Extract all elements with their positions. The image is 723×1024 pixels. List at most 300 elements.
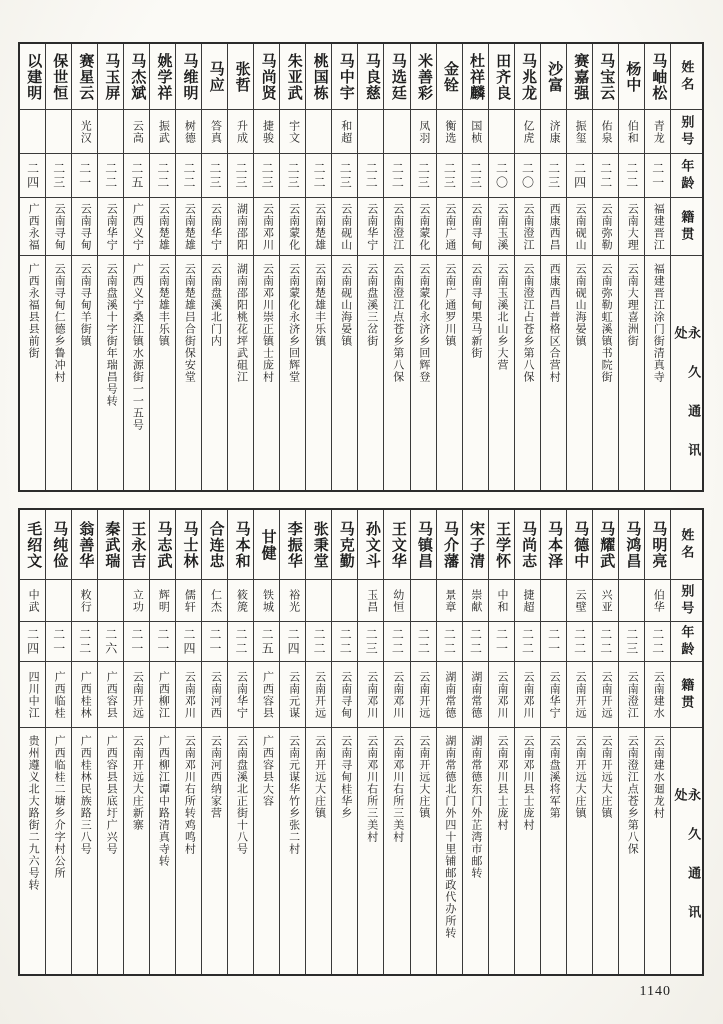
entry-native: 云南华宁 <box>358 198 383 256</box>
entry-native: 云南华宁 <box>541 662 566 728</box>
person-entry-column <box>514 510 540 974</box>
entry-native: 广西义宁 <box>124 198 149 256</box>
entry-alias: 凤羽 <box>411 110 436 154</box>
person-entry-column <box>227 510 253 974</box>
entry-age: 二三 <box>254 154 279 198</box>
entry-name: 翁善华 <box>72 510 97 580</box>
header-age: 年龄 <box>671 622 702 662</box>
entry-address: 云南寻甸羊街镇 <box>79 263 92 347</box>
entry-native: 云南开远 <box>124 662 149 728</box>
entry-address: 广西临桂二塘乡介字村公所 <box>53 735 66 879</box>
entry-age: 二二 <box>515 622 540 662</box>
entry-age: 二三 <box>280 154 305 198</box>
entry-address: 云南广通罗川镇 <box>443 263 456 347</box>
entry-native: 云南邓川 <box>489 662 514 728</box>
entry-name: 赛星云 <box>72 44 97 110</box>
entry-address: 云南寻甸果马新街 <box>469 263 482 359</box>
entry-native: 云南元谋 <box>280 662 305 728</box>
entry-address: 云南邓川右所转鸡鸣村 <box>183 735 196 855</box>
person-entry-column <box>514 44 540 490</box>
header-alias: 别号 <box>671 580 702 622</box>
entry-alias: 衡选 <box>437 110 462 154</box>
person-entry-column <box>279 44 305 490</box>
entry-age: 二三 <box>411 154 436 198</box>
header-name: 姓名 <box>671 510 702 580</box>
entry-address: 云南邓川右所三美村 <box>365 735 378 843</box>
entry-native: 云南楚雄 <box>150 198 175 256</box>
entry-native: 四川中江 <box>20 662 45 728</box>
entry-age: 二二 <box>150 154 175 198</box>
header-address: 永久通讯处 <box>672 326 702 482</box>
person-entry-column <box>618 510 644 974</box>
entry-age: 二五 <box>254 622 279 662</box>
entry-native: 云南华宁 <box>202 198 227 256</box>
entry-native: 湖南邵阳 <box>228 198 253 256</box>
entry-address: 云南蒙化永济乡回辉堂 <box>287 263 300 383</box>
entry-native: 湖南常德 <box>463 662 488 728</box>
entry-alias: 立功 <box>124 580 149 622</box>
entry-address: 贵州遵义北大路街二九六号转 <box>27 735 40 891</box>
person-entry-column <box>462 44 488 490</box>
person-entry-column <box>644 510 670 974</box>
header-column <box>670 44 702 490</box>
entry-address: 云南大理喜洲街 <box>626 263 639 347</box>
entry-name: 王学怀 <box>489 510 514 580</box>
person-entry-column <box>592 44 618 490</box>
entry-address: 云南砚山海晏镇 <box>339 263 352 347</box>
entry-name: 马岫松 <box>645 44 670 110</box>
entry-alias: 中武 <box>20 580 45 622</box>
entry-name: 马镇昌 <box>411 510 436 580</box>
entry-address: 云南盘溪将军第 <box>548 735 561 819</box>
person-entry-column <box>20 510 45 974</box>
entry-native: 云南邓川 <box>254 198 279 256</box>
entry-alias <box>46 110 71 154</box>
entry-native: 云南邓川 <box>176 662 201 728</box>
header-address: 永久通讯处 <box>672 788 702 944</box>
entry-name: 合连忠 <box>202 510 227 580</box>
entry-age: 二二 <box>228 622 253 662</box>
entry-age: 二二 <box>72 622 97 662</box>
entry-age: 二二 <box>176 154 201 198</box>
entry-age: 二一 <box>46 622 71 662</box>
header-age: 年龄 <box>671 154 702 198</box>
entry-native: 云南邓川 <box>358 662 383 728</box>
entry-name: 马耀武 <box>593 510 618 580</box>
person-entry-column <box>45 44 71 490</box>
person-entry-column <box>644 44 670 490</box>
entry-alias <box>489 110 514 154</box>
entry-age: 二六 <box>98 622 123 662</box>
entry-alias: 答真 <box>202 110 227 154</box>
entry-name: 马纯俭 <box>46 510 71 580</box>
entry-alias: 济康 <box>541 110 566 154</box>
person-entry-column <box>462 510 488 974</box>
entry-address: 广西永福县县前街 <box>27 263 40 359</box>
person-entry-column <box>149 44 175 490</box>
entry-native: 云南邓川 <box>515 662 540 728</box>
person-entry-column <box>305 44 331 490</box>
entry-native: 云南开远 <box>567 662 592 728</box>
entry-address: 云南元谋华竹乡张二村 <box>287 735 300 855</box>
entry-age: 二一 <box>541 622 566 662</box>
entry-alias <box>384 110 409 154</box>
entry-alias: 振玺 <box>567 110 592 154</box>
person-entry-column <box>566 44 592 490</box>
person-entry-column <box>123 44 149 490</box>
entry-native: 云南建水 <box>645 662 670 728</box>
entry-native: 云南砚山 <box>567 198 592 256</box>
entry-name: 马士林 <box>176 510 201 580</box>
person-entry-column <box>175 44 201 490</box>
entry-address: 云南盘溪十字街年瑞昌号转 <box>105 263 118 407</box>
entry-name: 沙富 <box>541 44 566 110</box>
entry-address: 广西义宁桑江镇水源街一一五号 <box>131 263 144 431</box>
entry-alias <box>306 580 331 622</box>
entry-alias <box>306 110 331 154</box>
entry-native: 云南楚雄 <box>306 198 331 256</box>
person-entry-column <box>71 44 97 490</box>
entry-name: 朱亚武 <box>280 44 305 110</box>
entry-name: 甘健 <box>254 510 279 580</box>
entry-age: 二二 <box>332 622 357 662</box>
entry-alias: 亿虎 <box>515 110 540 154</box>
entry-age: 二五 <box>124 154 149 198</box>
entry-age: 二三 <box>202 154 227 198</box>
roster-table-bottom <box>18 508 704 976</box>
entry-name: 马尚贤 <box>254 44 279 110</box>
entry-native: 云南澄江 <box>515 198 540 256</box>
entry-address: 云南盘溪北正街十八号 <box>235 735 248 855</box>
entry-native: 湖南常德 <box>437 662 462 728</box>
entry-age: 二三 <box>619 622 644 662</box>
person-entry-column <box>253 510 279 974</box>
entry-address: 广西容县大容 <box>261 735 274 807</box>
entry-native: 云南玉溪 <box>489 198 514 256</box>
entry-name: 马玉屏 <box>98 44 123 110</box>
entry-native: 西康西昌 <box>541 198 566 256</box>
entry-alias: 伯和 <box>619 110 644 154</box>
person-entry-column <box>331 510 357 974</box>
entry-age: 二一 <box>489 622 514 662</box>
entry-alias: 兴亚 <box>593 580 618 622</box>
entry-address: 云南玉溪北山乡大营 <box>495 263 508 371</box>
entry-alias <box>541 580 566 622</box>
entry-native: 云南蒙化 <box>411 198 436 256</box>
entry-name: 张秉堂 <box>306 510 331 580</box>
entry-alias: 树德 <box>176 110 201 154</box>
entry-alias <box>20 110 45 154</box>
entry-age: 二三 <box>541 154 566 198</box>
entry-age: 二三 <box>332 154 357 198</box>
person-entry-column <box>357 510 383 974</box>
entry-age: 二二 <box>411 622 436 662</box>
entry-age: 二一 <box>150 622 175 662</box>
entry-address: 广西容县县底圩广兴号 <box>105 735 118 855</box>
entry-name: 秦武瑞 <box>98 510 123 580</box>
entry-alias: 云高 <box>124 110 149 154</box>
person-entry-column <box>592 510 618 974</box>
entry-address: 云南寻甸仁德乡鲁冲村 <box>53 263 66 383</box>
entry-name: 米善彩 <box>411 44 436 110</box>
entry-alias: 和超 <box>332 110 357 154</box>
person-entry-column <box>488 44 514 490</box>
entry-address: 湖南常德东门外芷湾市邮转 <box>469 735 482 879</box>
roster-table-top <box>18 42 704 492</box>
entry-native: 广西桂林 <box>72 662 97 728</box>
entry-address: 湖南常德北门外四十里铺邮政代办所转 <box>443 735 456 939</box>
entry-native: 云南华宁 <box>98 198 123 256</box>
entry-age: 二三 <box>437 154 462 198</box>
entry-address: 云南楚雄吕合街保安堂 <box>183 263 196 383</box>
entry-native: 云南蒙化 <box>280 198 305 256</box>
entry-age: 二二 <box>567 622 592 662</box>
entry-address: 云南砚山海晏镇 <box>574 263 587 347</box>
entry-age: 二一 <box>645 154 670 198</box>
entry-alias: 崇献 <box>463 580 488 622</box>
entry-native: 广西永福 <box>20 198 45 256</box>
entry-alias: 筱箎 <box>228 580 253 622</box>
header-alias: 别号 <box>671 110 702 154</box>
entry-name: 马克勤 <box>332 510 357 580</box>
person-entry-column <box>436 44 462 490</box>
entry-alias: 幼恒 <box>384 580 409 622</box>
entry-age: 二四 <box>567 154 592 198</box>
entry-alias: 仁杰 <box>202 580 227 622</box>
entry-alias: 儒轩 <box>176 580 201 622</box>
entry-address: 云南寻甸桂华乡 <box>339 735 352 819</box>
entry-native: 云南华宁 <box>228 662 253 728</box>
person-entry-column <box>97 44 123 490</box>
entry-address: 云南开远大庄镇 <box>574 735 587 819</box>
entry-age: 二三 <box>358 622 383 662</box>
person-entry-column <box>540 44 566 490</box>
entry-age: 二四 <box>20 622 45 662</box>
entry-alias: 伯华 <box>645 580 670 622</box>
entry-name: 以建明 <box>20 44 45 110</box>
entry-name: 马维明 <box>176 44 201 110</box>
entry-alias: 国桢 <box>463 110 488 154</box>
person-entry-column <box>540 510 566 974</box>
entry-native: 云南邓川 <box>384 662 409 728</box>
person-entry-column <box>45 510 71 974</box>
entry-alias <box>411 580 436 622</box>
entry-name: 马良慈 <box>358 44 383 110</box>
entry-name: 王文华 <box>384 510 409 580</box>
entry-age: 二二 <box>384 154 409 198</box>
entry-address: 云南建水廻龙村 <box>652 735 665 819</box>
entry-alias: 宇文 <box>280 110 305 154</box>
entry-alias: 升成 <box>228 110 253 154</box>
header-column <box>670 510 702 974</box>
entry-alias: 裕光 <box>280 580 305 622</box>
entry-name: 保世恒 <box>46 44 71 110</box>
entry-address: 云南蒙化永济乡回辉登 <box>417 263 430 383</box>
entry-address: 云南邓川崇正镇士庞村 <box>261 263 274 383</box>
entry-age: 二四 <box>20 154 45 198</box>
entry-native: 云南河西 <box>202 662 227 728</box>
entry-age: 二二 <box>593 622 618 662</box>
entry-age: 二二 <box>619 154 644 198</box>
person-entry-column <box>149 510 175 974</box>
entry-address: 云南开远大庄镇 <box>313 735 326 819</box>
entry-age: 二二 <box>645 622 670 662</box>
header-name: 姓名 <box>671 44 702 110</box>
entry-native: 福建晋江 <box>645 198 670 256</box>
entry-name: 宋子清 <box>463 510 488 580</box>
person-entry-column <box>279 510 305 974</box>
entry-alias: 青龙 <box>645 110 670 154</box>
entry-native: 云南澄江 <box>619 662 644 728</box>
person-entry-column <box>201 510 227 974</box>
entry-alias <box>332 580 357 622</box>
person-entry-column <box>97 510 123 974</box>
entry-name: 马本和 <box>228 510 253 580</box>
entry-name: 马鸿昌 <box>619 510 644 580</box>
entry-name: 马选廷 <box>384 44 409 110</box>
entry-age: 二四 <box>280 622 305 662</box>
entry-address: 云南邓川县士庞村 <box>522 735 535 831</box>
entry-age: 二二 <box>358 154 383 198</box>
entry-alias: 捷骏 <box>254 110 279 154</box>
entry-address: 云南开远大庄新寨 <box>131 735 144 831</box>
entry-native: 云南开远 <box>306 662 331 728</box>
entry-native: 广西柳江 <box>150 662 175 728</box>
person-entry-column <box>383 510 409 974</box>
entry-age: 二三 <box>228 154 253 198</box>
entry-alias: 光汉 <box>72 110 97 154</box>
entry-name: 马德中 <box>567 510 592 580</box>
entry-age: 二二 <box>463 622 488 662</box>
entry-address: 云南盘溪三岔街 <box>365 263 378 347</box>
entry-native: 云南寻甸 <box>463 198 488 256</box>
entry-native: 云南大理 <box>619 198 644 256</box>
entry-age: 二〇 <box>489 154 514 198</box>
entry-name: 马应 <box>202 44 227 110</box>
person-entry-column <box>71 510 97 974</box>
entry-alias <box>98 110 123 154</box>
entry-age: 二一 <box>124 622 149 662</box>
entry-alias: 铁城 <box>254 580 279 622</box>
entry-age: 二三 <box>46 154 71 198</box>
entry-address: 云南弥勒虹溪镇书院街 <box>600 263 613 383</box>
entry-native: 云南开远 <box>593 662 618 728</box>
person-entry-column <box>410 44 436 490</box>
person-entry-column <box>383 44 409 490</box>
entry-address: 云南澄江点苍乡第八保 <box>391 263 404 383</box>
entry-alias <box>98 580 123 622</box>
entry-alias: 景章 <box>437 580 462 622</box>
entry-address: 云南盘溪北门内 <box>209 263 222 347</box>
entry-name: 马介藩 <box>437 510 462 580</box>
entry-address: 云南澄江占苍乡第八保 <box>522 263 535 383</box>
entry-native: 云南寻甸 <box>332 662 357 728</box>
person-entry-column <box>331 44 357 490</box>
entry-name: 王永吉 <box>124 510 149 580</box>
page-number: 1140 <box>639 984 671 999</box>
entry-native: 云南开远 <box>411 662 436 728</box>
entry-name: 张哲 <box>228 44 253 110</box>
entry-age: 二二 <box>98 154 123 198</box>
entry-age: 二一 <box>202 622 227 662</box>
person-entry-column <box>410 510 436 974</box>
entry-alias: 云壁 <box>567 580 592 622</box>
entry-alias <box>46 580 71 622</box>
entry-address: 福建晋江涂门街清真寺 <box>652 263 665 383</box>
entry-name: 姚学祥 <box>150 44 175 110</box>
entry-address: 西康西昌普格区合营村 <box>548 263 561 383</box>
entry-address: 云南澄江点苍乡第八保 <box>626 735 639 855</box>
entry-name: 杨中 <box>619 44 644 110</box>
entry-name: 马宝云 <box>593 44 618 110</box>
entry-name: 马尚志 <box>515 510 540 580</box>
person-entry-column <box>305 510 331 974</box>
entry-native: 云南寻甸 <box>46 198 71 256</box>
person-entry-column <box>227 44 253 490</box>
entry-name: 马明亮 <box>645 510 670 580</box>
person-entry-column <box>175 510 201 974</box>
entry-alias: 玉昌 <box>358 580 383 622</box>
person-entry-column <box>566 510 592 974</box>
entry-native: 广西容县 <box>254 662 279 728</box>
entry-native: 广西临桂 <box>46 662 71 728</box>
entry-address: 云南邓川县士庞村 <box>495 735 508 831</box>
entry-address: 广西桂林民族路三八号 <box>79 735 92 855</box>
entry-alias: 振武 <box>150 110 175 154</box>
entry-address: 云南楚雄丰乐镇 <box>157 263 170 347</box>
entry-age: 二一 <box>72 154 97 198</box>
entry-name: 马中宇 <box>332 44 357 110</box>
person-entry-column <box>436 510 462 974</box>
entry-native: 广西容县 <box>98 662 123 728</box>
entry-native: 云南澄江 <box>384 198 409 256</box>
entry-name: 金铨 <box>437 44 462 110</box>
header-native-place: 籍贯 <box>671 198 702 256</box>
entry-native: 云南寻甸 <box>72 198 97 256</box>
entry-address: 云南开远大庄镇 <box>417 735 430 819</box>
entry-alias <box>619 580 644 622</box>
person-entry-column <box>253 44 279 490</box>
entry-age: 二二 <box>306 622 331 662</box>
entry-native: 云南楚雄 <box>176 198 201 256</box>
entry-age: 二四 <box>176 622 201 662</box>
person-entry-column <box>488 510 514 974</box>
entry-alias <box>358 110 383 154</box>
entry-name: 桃国栋 <box>306 44 331 110</box>
person-entry-column <box>123 510 149 974</box>
entry-address: 云南楚雄丰乐镇 <box>313 263 326 347</box>
entry-name: 杜祥麟 <box>463 44 488 110</box>
header-native-place: 籍贯 <box>671 662 702 728</box>
entry-native: 云南砚山 <box>332 198 357 256</box>
entry-name: 马杰斌 <box>124 44 149 110</box>
entry-name: 马志武 <box>150 510 175 580</box>
person-entry-column <box>201 44 227 490</box>
entry-alias: 中和 <box>489 580 514 622</box>
entry-age: 二二 <box>593 154 618 198</box>
entry-name: 赛嘉强 <box>567 44 592 110</box>
entry-address: 湖南邵阳桃花坪武砠江 <box>235 263 248 383</box>
entry-age: 二三 <box>463 154 488 198</box>
entry-name: 马本泽 <box>541 510 566 580</box>
entry-alias: 捷超 <box>515 580 540 622</box>
entry-age: 二二 <box>306 154 331 198</box>
entry-alias: 佑泉 <box>593 110 618 154</box>
entry-age: 二二 <box>437 622 462 662</box>
person-entry-column <box>618 44 644 490</box>
person-entry-column <box>357 44 383 490</box>
entry-age: 二〇 <box>515 154 540 198</box>
